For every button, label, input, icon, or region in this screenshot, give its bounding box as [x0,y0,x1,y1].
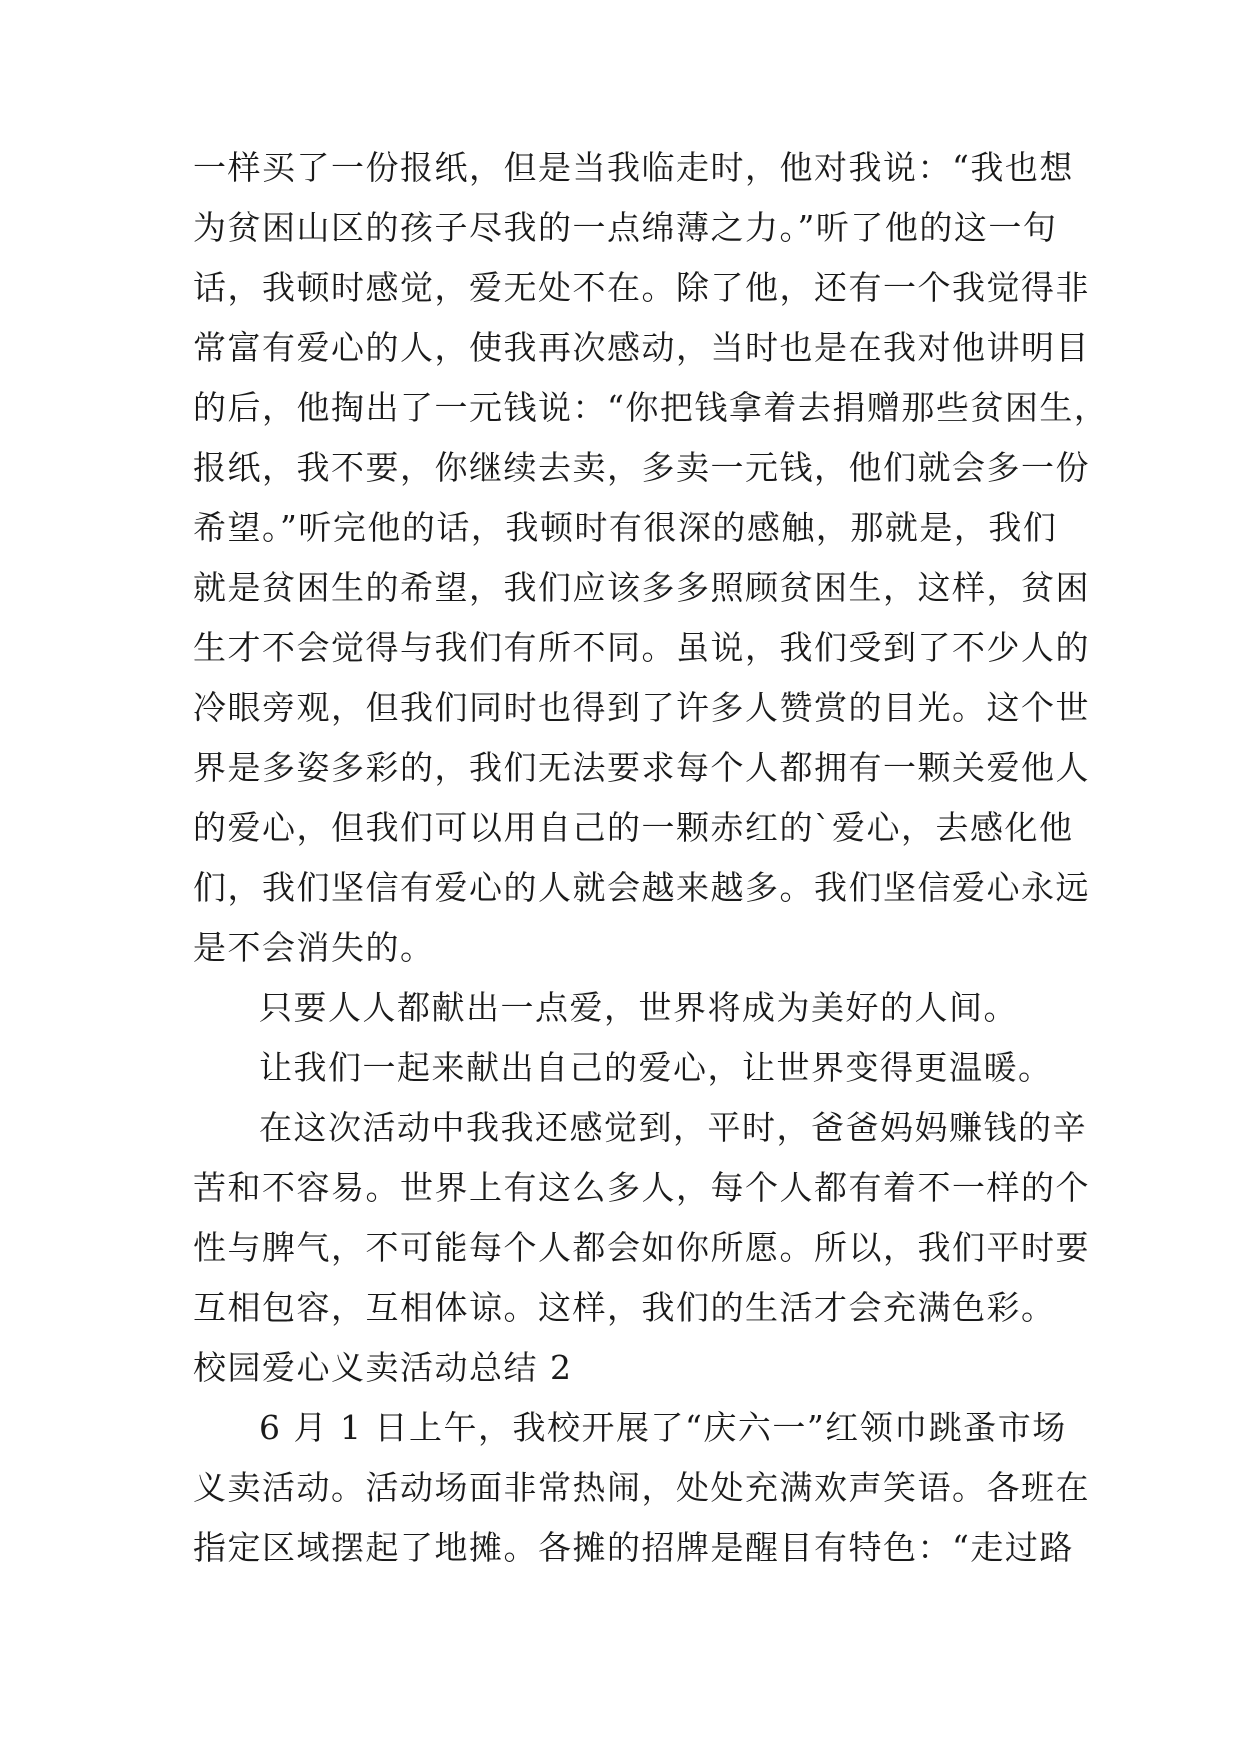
paragraph-line: 一样买了一份报纸，但是当我临走时，他对我说：“我也想 [193,148,1074,187]
paragraph-line: 报纸，我不要，你继续去卖，多卖一元钱，他们就会多一份 [193,448,1090,487]
paragraph-line: 指定区域摆起了地摊。各摊的招牌是醒目有特色：“走过路 [193,1528,1074,1567]
paragraph-line: 的后，他掏出了一元钱说：“你把钱拿着去捐赠那些贫困生， [193,388,1109,427]
paragraph-line: 生才不会觉得与我们有所不同。虽说，我们受到了不少人的 [193,628,1090,667]
paragraph-line: 就是贫困生的希望，我们应该多多照顾贫困生，这样，贫困 [193,568,1090,607]
paragraph-line: 性与脾气，不可能每个人都会如你所愿。所以，我们平时要 [193,1228,1090,1267]
paragraph-line: 互相包容，互相体谅。这样，我们的生活才会充满色彩。 [193,1288,1056,1327]
section-heading: 校园爱心义卖活动总结 2 [193,1348,573,1387]
paragraph-line: 常富有爱心的人，使我再次感动，当时也是在我对他讲明目 [193,328,1090,367]
paragraph-line: 在这次活动中我我还感觉到，平时，爸爸妈妈赚钱的辛 [259,1108,1087,1147]
paragraph-line: 冷眼旁观，但我们同时也得到了许多人赞赏的目光。这个世 [193,688,1090,727]
paragraph-line: 话，我顿时感觉，爱无处不在。除了他，还有一个我觉得非 [193,268,1090,307]
paragraph-line: 义卖活动。活动场面非常热闹，处处充满欢声笑语。各班在 [193,1468,1090,1507]
paragraph-line: 的爱心，但我们可以用自己的一颗赤红的`爱心，去感化他 [193,808,1074,847]
paragraph-line: 苦和不容易。世界上有这么多人，每个人都有着不一样的个 [193,1168,1090,1207]
paragraph-line: 是不会消失的。 [193,928,435,967]
paragraph-line: 让我们一起来献出自己的爱心，让世界变得更温暖。 [259,1048,1053,1087]
paragraph-line: 为贫困山区的孩子尽我的一点绵薄之力。”听了他的这一句 [193,208,1058,247]
paragraph-line: 界是多姿多彩的，我们无法要求每个人都拥有一颗关爱他人 [193,748,1090,787]
paragraph-line: 们，我们坚信有爱心的人就会越来越多。我们坚信爱心永远 [193,868,1090,907]
paragraph-line: 6 月 1 日上午，我校开展了“庆六一”红领巾跳蚤市场 [259,1408,1067,1447]
paragraph-line: 只要人人都献出一点爱，世界将成为美好的人间。 [259,988,1018,1027]
paragraph-line: 希望。”听完他的话，我顿时有很深的感触，那就是，我们 [193,508,1058,547]
